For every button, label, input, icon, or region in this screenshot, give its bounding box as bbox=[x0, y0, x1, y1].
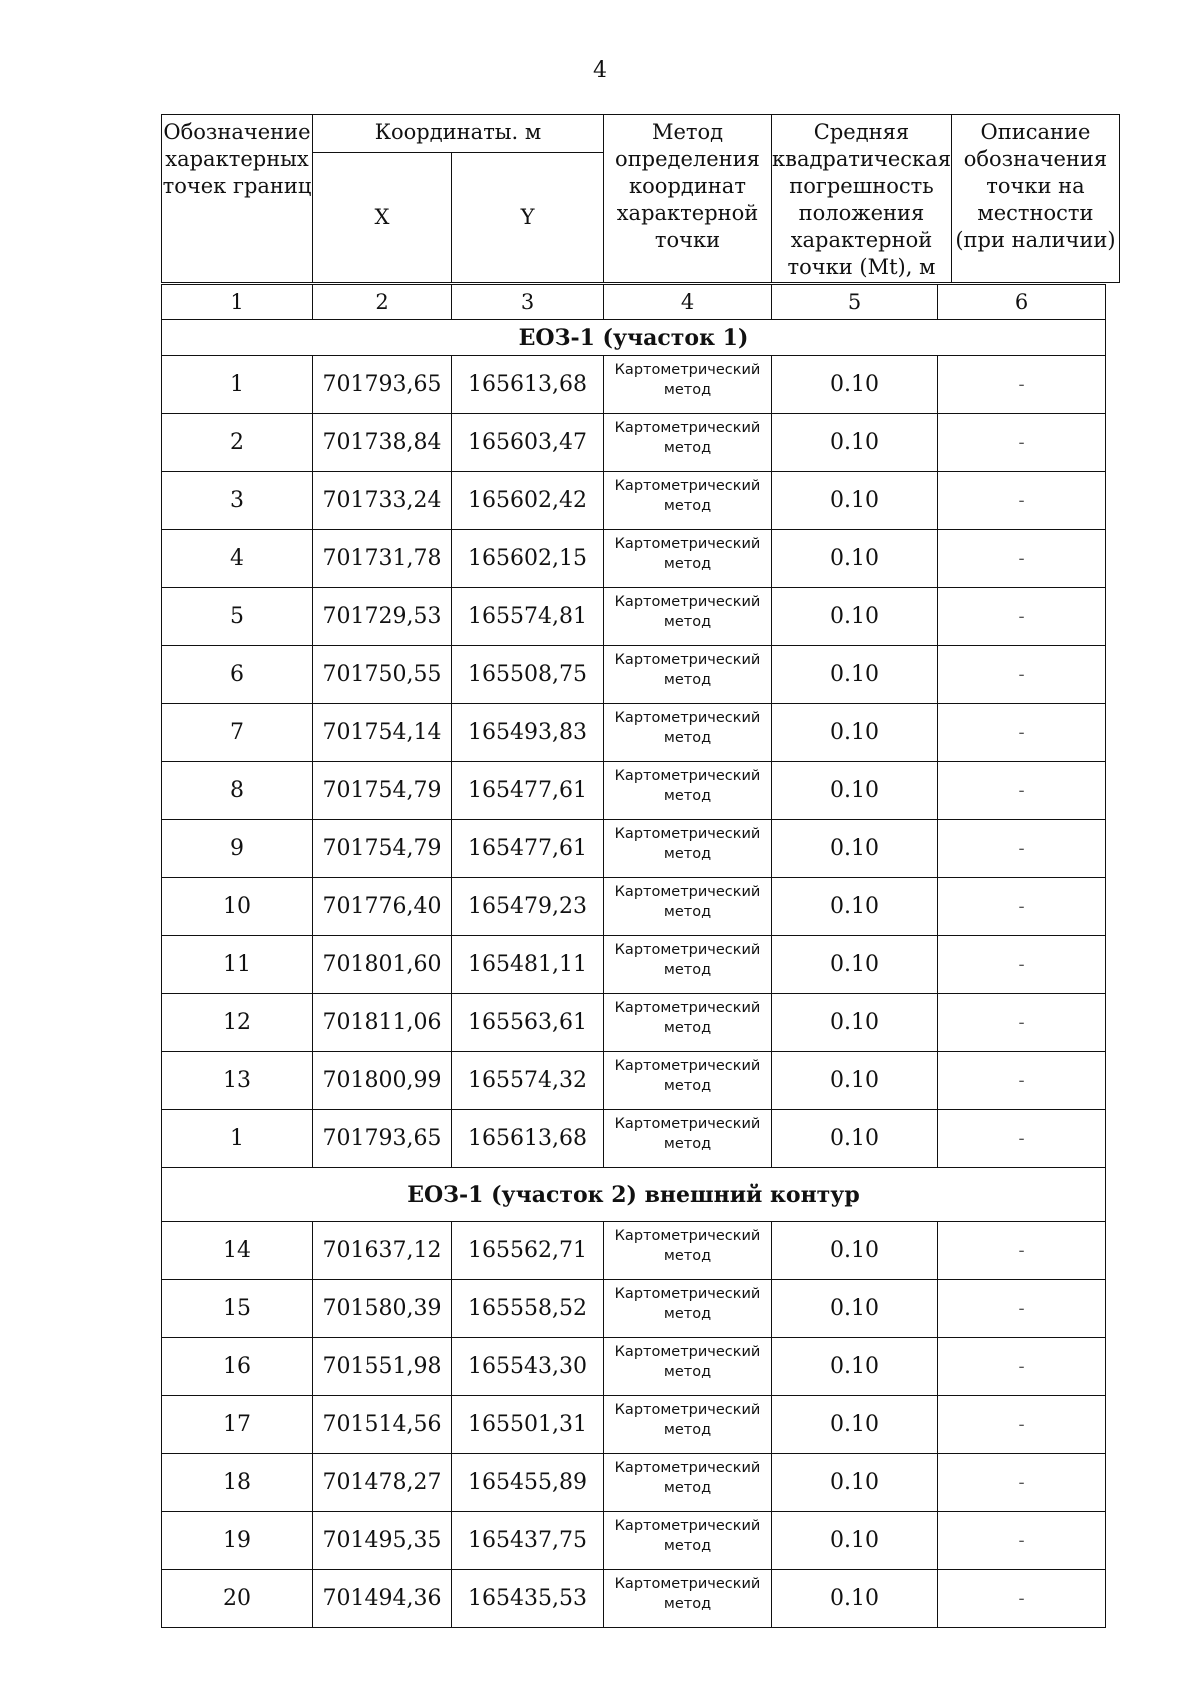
table-row bbox=[162, 1052, 1106, 1110]
description-cell: - bbox=[938, 936, 1106, 994]
method-text: Картометрический bbox=[614, 826, 761, 842]
description-cell: - bbox=[938, 1570, 1106, 1628]
description-cell: - bbox=[938, 1396, 1106, 1454]
method-cell bbox=[604, 704, 772, 762]
error-value-cell: 0.10 bbox=[772, 1052, 938, 1110]
description-cell: - bbox=[938, 1052, 1106, 1110]
description-cell: - bbox=[938, 588, 1106, 646]
point-number-cell: 4 bbox=[162, 530, 313, 588]
table-row bbox=[162, 936, 1106, 994]
method-cell bbox=[604, 530, 772, 588]
method-cell bbox=[604, 1280, 772, 1338]
method-cell bbox=[604, 820, 772, 878]
point-number-cell: 18 bbox=[162, 1454, 313, 1512]
description-cell: - bbox=[938, 472, 1106, 530]
table-row bbox=[162, 646, 1106, 704]
x-coordinate-cell: 701754,79 bbox=[313, 762, 452, 820]
error-value-cell: 0.10 bbox=[772, 878, 938, 936]
description-cell: - bbox=[938, 1110, 1106, 1168]
point-number-cell: 19 bbox=[162, 1512, 313, 1570]
column-number: 4 bbox=[604, 285, 772, 320]
method-cell bbox=[604, 1110, 772, 1168]
description-cell: - bbox=[938, 820, 1106, 878]
column-number: 3 bbox=[452, 285, 604, 320]
header-mean-square-error: Средняя квадратическая погрешность положения характерной точки (Mt), м bbox=[772, 115, 952, 283]
error-value-cell: 0.10 bbox=[772, 646, 938, 704]
x-coordinate-cell: 701750,55 bbox=[313, 646, 452, 704]
point-number-cell: 1 bbox=[162, 356, 313, 414]
column-numbers-row bbox=[162, 285, 1106, 320]
table-row bbox=[162, 530, 1106, 588]
table-row bbox=[162, 704, 1106, 762]
table-row bbox=[162, 994, 1106, 1052]
description-cell: - bbox=[938, 646, 1106, 704]
x-coordinate-cell: 701729,53 bbox=[313, 588, 452, 646]
y-coordinate-cell: 165501,31 bbox=[452, 1396, 604, 1454]
method-text: метод bbox=[663, 1248, 712, 1264]
header-coordinates: Координаты. м bbox=[313, 115, 604, 153]
y-coordinate-cell: 165603,47 bbox=[452, 414, 604, 472]
point-number-cell: 12 bbox=[162, 994, 313, 1052]
coordinates-table bbox=[161, 284, 1106, 1628]
error-value-cell: 0.10 bbox=[772, 1570, 938, 1628]
section-row bbox=[162, 1168, 1106, 1222]
table-row bbox=[162, 1222, 1106, 1280]
description-cell: - bbox=[938, 530, 1106, 588]
description-cell: - bbox=[938, 1280, 1106, 1338]
table-row bbox=[162, 588, 1106, 646]
point-number-cell: 8 bbox=[162, 762, 313, 820]
method-text: Картометрический bbox=[614, 1576, 761, 1592]
method-text: Картометрический bbox=[614, 942, 761, 958]
method-text: метод bbox=[663, 1078, 712, 1094]
point-number-cell: 9 bbox=[162, 820, 313, 878]
x-coordinate-cell: 701793,65 bbox=[313, 356, 452, 414]
x-coordinate-cell: 701811,06 bbox=[313, 994, 452, 1052]
method-text: Картометрический bbox=[614, 594, 761, 610]
description-cell: - bbox=[938, 356, 1106, 414]
method-text: метод bbox=[663, 1020, 712, 1036]
method-text: метод bbox=[663, 1538, 712, 1554]
method-text: Картометрический bbox=[614, 362, 761, 378]
method-text: метод bbox=[663, 962, 712, 978]
method-text: Картометрический bbox=[614, 536, 761, 552]
method-cell bbox=[604, 1222, 772, 1280]
table-row bbox=[162, 1570, 1106, 1628]
error-value-cell: 0.10 bbox=[772, 1454, 938, 1512]
x-coordinate-cell: 701800,99 bbox=[313, 1052, 452, 1110]
method-text: метод bbox=[663, 846, 712, 862]
method-text: метод bbox=[663, 498, 712, 514]
table-row bbox=[162, 1512, 1106, 1570]
method-cell bbox=[604, 646, 772, 704]
method-text: Картометрический bbox=[614, 1058, 761, 1074]
point-number-cell: 16 bbox=[162, 1338, 313, 1396]
column-number: 6 bbox=[938, 285, 1106, 320]
x-coordinate-cell: 701801,60 bbox=[313, 936, 452, 994]
y-coordinate-cell: 165477,61 bbox=[452, 820, 604, 878]
error-value-cell: 0.10 bbox=[772, 414, 938, 472]
point-number-cell: 3 bbox=[162, 472, 313, 530]
method-text: метод bbox=[663, 1422, 712, 1438]
error-value-cell: 0.10 bbox=[772, 356, 938, 414]
y-coordinate-cell: 165508,75 bbox=[452, 646, 604, 704]
point-number-cell: 7 bbox=[162, 704, 313, 762]
table-row bbox=[162, 878, 1106, 936]
method-text: Картометрический bbox=[614, 1286, 761, 1302]
point-number-cell: 1 bbox=[162, 1110, 313, 1168]
method-cell bbox=[604, 414, 772, 472]
point-number-cell: 5 bbox=[162, 588, 313, 646]
method-text: Картометрический bbox=[614, 1000, 761, 1016]
method-cell bbox=[604, 994, 772, 1052]
section-title: ЕОЗ-1 (участок 2) внешний контур bbox=[162, 1168, 1106, 1222]
point-number-cell: 11 bbox=[162, 936, 313, 994]
y-coordinate-cell: 165602,15 bbox=[452, 530, 604, 588]
x-coordinate-cell: 701731,78 bbox=[313, 530, 452, 588]
description-cell: - bbox=[938, 1338, 1106, 1396]
y-coordinate-cell: 165455,89 bbox=[452, 1454, 604, 1512]
table-row bbox=[162, 1338, 1106, 1396]
method-text: метод bbox=[663, 730, 712, 746]
point-number-cell: 10 bbox=[162, 878, 313, 936]
error-value-cell: 0.10 bbox=[772, 1280, 938, 1338]
column-number: 5 bbox=[772, 285, 938, 320]
header-description: Описание обозначения точки на местности (при наличии) bbox=[951, 115, 1119, 283]
error-value-cell: 0.10 bbox=[772, 1396, 938, 1454]
x-coordinate-cell: 701637,12 bbox=[313, 1222, 452, 1280]
table-row bbox=[162, 820, 1106, 878]
column-number: 1 bbox=[162, 285, 313, 320]
table-row bbox=[162, 1454, 1106, 1512]
error-value-cell: 0.10 bbox=[772, 936, 938, 994]
method-text: Картометрический bbox=[614, 1344, 761, 1360]
method-text: метод bbox=[663, 1136, 712, 1152]
x-coordinate-cell: 701776,40 bbox=[313, 878, 452, 936]
table-row bbox=[162, 1280, 1106, 1338]
y-coordinate-cell: 165613,68 bbox=[452, 1110, 604, 1168]
method-text: метод bbox=[663, 672, 712, 688]
header-point-designation: Обозначение характерных точек границ bbox=[162, 115, 313, 283]
method-text: Картометрический bbox=[614, 1402, 761, 1418]
header-y: Y bbox=[452, 153, 604, 283]
point-number-cell: 13 bbox=[162, 1052, 313, 1110]
method-text: метод bbox=[663, 1306, 712, 1322]
method-cell bbox=[604, 588, 772, 646]
error-value-cell: 0.10 bbox=[772, 1222, 938, 1280]
method-cell bbox=[604, 1454, 772, 1512]
description-cell: - bbox=[938, 1512, 1106, 1570]
section-title: ЕОЗ-1 (участок 1) bbox=[162, 320, 1106, 356]
method-text: метод bbox=[663, 1596, 712, 1612]
y-coordinate-cell: 165574,32 bbox=[452, 1052, 604, 1110]
description-cell: - bbox=[938, 994, 1106, 1052]
error-value-cell: 0.10 bbox=[772, 472, 938, 530]
method-cell bbox=[604, 1052, 772, 1110]
point-number-cell: 2 bbox=[162, 414, 313, 472]
y-coordinate-cell: 165543,30 bbox=[452, 1338, 604, 1396]
y-coordinate-cell: 165558,52 bbox=[452, 1280, 604, 1338]
method-cell bbox=[604, 762, 772, 820]
description-cell: - bbox=[938, 1222, 1106, 1280]
method-text: Картометрический bbox=[614, 1228, 761, 1244]
x-coordinate-cell: 701754,14 bbox=[313, 704, 452, 762]
description-cell: - bbox=[938, 762, 1106, 820]
point-number-cell: 14 bbox=[162, 1222, 313, 1280]
description-cell: - bbox=[938, 1454, 1106, 1512]
table-header bbox=[161, 114, 1120, 283]
method-cell bbox=[604, 1512, 772, 1570]
y-coordinate-cell: 165437,75 bbox=[452, 1512, 604, 1570]
x-coordinate-cell: 701793,65 bbox=[313, 1110, 452, 1168]
method-text: Картометрический bbox=[614, 1116, 761, 1132]
method-text: Картометрический bbox=[614, 884, 761, 900]
method-text: метод bbox=[663, 788, 712, 804]
method-text: метод bbox=[663, 614, 712, 630]
description-cell: - bbox=[938, 704, 1106, 762]
error-value-cell: 0.10 bbox=[772, 588, 938, 646]
y-coordinate-cell: 165563,61 bbox=[452, 994, 604, 1052]
error-value-cell: 0.10 bbox=[772, 994, 938, 1052]
y-coordinate-cell: 165613,68 bbox=[452, 356, 604, 414]
header-method: Метод определения координат характерной точки bbox=[604, 115, 772, 283]
method-text: Картометрический bbox=[614, 768, 761, 784]
x-coordinate-cell: 701551,98 bbox=[313, 1338, 452, 1396]
table-row bbox=[162, 1396, 1106, 1454]
error-value-cell: 0.10 bbox=[772, 1512, 938, 1570]
x-coordinate-cell: 701580,39 bbox=[313, 1280, 452, 1338]
y-coordinate-cell: 165602,42 bbox=[452, 472, 604, 530]
method-text: Картометрический bbox=[614, 710, 761, 726]
y-coordinate-cell: 165574,81 bbox=[452, 588, 604, 646]
method-cell bbox=[604, 472, 772, 530]
x-coordinate-cell: 701478,27 bbox=[313, 1454, 452, 1512]
description-cell: - bbox=[938, 878, 1106, 936]
x-coordinate-cell: 701738,84 bbox=[313, 414, 452, 472]
y-coordinate-cell: 165479,23 bbox=[452, 878, 604, 936]
point-number-cell: 6 bbox=[162, 646, 313, 704]
error-value-cell: 0.10 bbox=[772, 530, 938, 588]
method-cell bbox=[604, 936, 772, 994]
column-number: 2 bbox=[313, 285, 452, 320]
table-row bbox=[162, 1110, 1106, 1168]
x-coordinate-cell: 701494,36 bbox=[313, 1570, 452, 1628]
method-text: Картометрический bbox=[614, 420, 761, 436]
method-text: метод bbox=[663, 904, 712, 920]
method-cell bbox=[604, 356, 772, 414]
method-text: Картометрический bbox=[614, 1518, 761, 1534]
description-cell: - bbox=[938, 414, 1106, 472]
point-number-cell: 20 bbox=[162, 1570, 313, 1628]
y-coordinate-cell: 165435,53 bbox=[452, 1570, 604, 1628]
point-number-cell: 15 bbox=[162, 1280, 313, 1338]
table-row bbox=[162, 472, 1106, 530]
method-text: Картометрический bbox=[614, 1460, 761, 1476]
table-row bbox=[162, 414, 1106, 472]
header-x: X bbox=[313, 153, 452, 283]
error-value-cell: 0.10 bbox=[772, 762, 938, 820]
error-value-cell: 0.10 bbox=[772, 1338, 938, 1396]
y-coordinate-cell: 165562,71 bbox=[452, 1222, 604, 1280]
x-coordinate-cell: 701495,35 bbox=[313, 1512, 452, 1570]
method-text: метод bbox=[663, 556, 712, 572]
method-text: метод bbox=[663, 1480, 712, 1496]
method-text: метод bbox=[663, 440, 712, 456]
y-coordinate-cell: 165477,61 bbox=[452, 762, 604, 820]
table-row bbox=[162, 762, 1106, 820]
error-value-cell: 0.10 bbox=[772, 1110, 938, 1168]
method-text: Картометрический bbox=[614, 478, 761, 494]
method-cell bbox=[604, 1338, 772, 1396]
method-text: метод bbox=[663, 382, 712, 398]
point-number-cell: 17 bbox=[162, 1396, 313, 1454]
method-cell bbox=[604, 1570, 772, 1628]
table-row bbox=[162, 356, 1106, 414]
x-coordinate-cell: 701514,56 bbox=[313, 1396, 452, 1454]
method-cell bbox=[604, 1396, 772, 1454]
method-text: метод bbox=[663, 1364, 712, 1380]
y-coordinate-cell: 165481,11 bbox=[452, 936, 604, 994]
page-number: 4 bbox=[593, 58, 607, 83]
error-value-cell: 0.10 bbox=[772, 820, 938, 878]
y-coordinate-cell: 165493,83 bbox=[452, 704, 604, 762]
method-text: Картометрический bbox=[614, 652, 761, 668]
error-value-cell: 0.10 bbox=[772, 704, 938, 762]
method-cell bbox=[604, 878, 772, 936]
x-coordinate-cell: 701733,24 bbox=[313, 472, 452, 530]
x-coordinate-cell: 701754,79 bbox=[313, 820, 452, 878]
section-row bbox=[162, 320, 1106, 356]
